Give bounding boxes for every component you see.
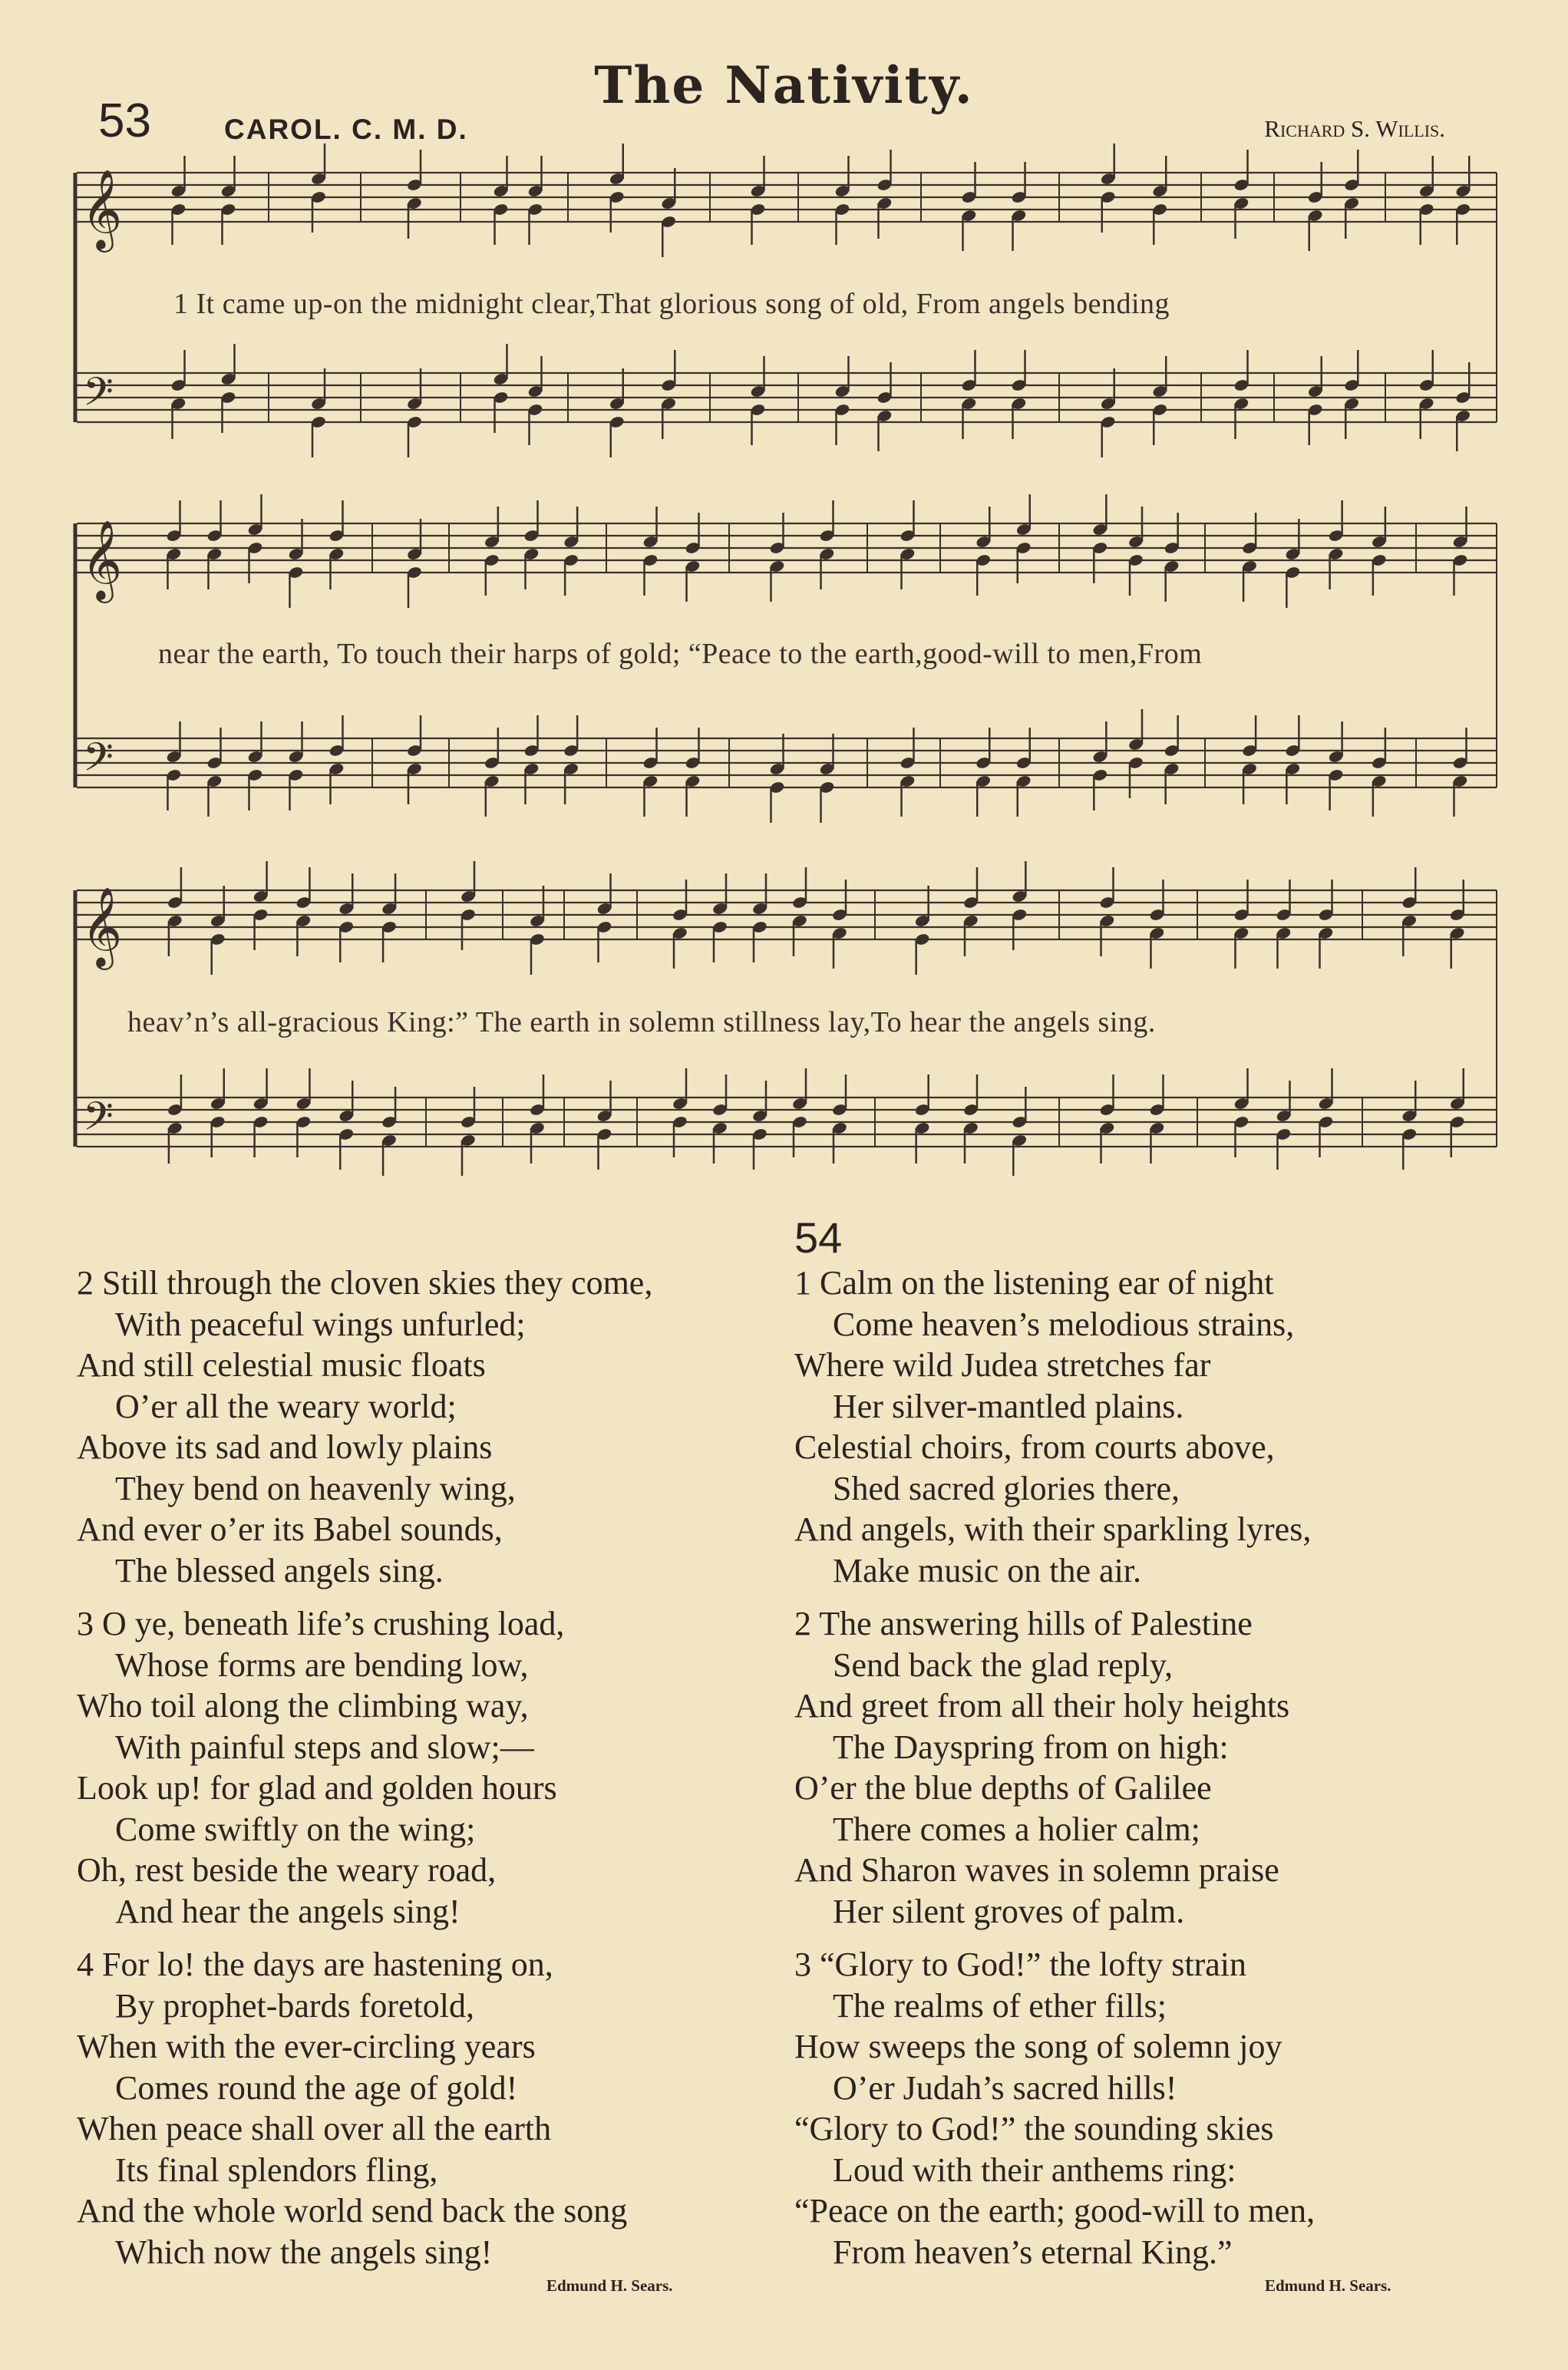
stanza-line: O’er Judah’s sacred hills! xyxy=(833,2068,1177,2107)
stanza-line: Where wild Judea stretches far xyxy=(794,1346,1211,1384)
hymn54-stanza-1 xyxy=(794,1263,1311,1591)
stanza-line: Send back the glad reply, xyxy=(833,1645,1174,1684)
lyric-line-2: near the earth, To touch their harps of gold; “Peace to the earth,good-will to men,From xyxy=(158,638,1203,670)
stanza-line: 4 For lo! the days are hastening on, xyxy=(77,1946,553,1983)
stanza-line: 2 Still through the cloven skies they come, xyxy=(77,1264,653,1302)
stanza-line: Her silver-mantled plains. xyxy=(833,1387,1184,1425)
stanza-line: O’er the blue depths of Galilee xyxy=(794,1769,1212,1807)
stanza-line: 2 The answering hills of Palestine xyxy=(794,1605,1253,1642)
stanza-line: Oh, rest beside the weary road, xyxy=(77,1851,497,1889)
author-credit-53: Edmund H. Sears. xyxy=(546,2276,673,2295)
stanza-line: The realms of ether fills; xyxy=(833,1986,1167,2025)
stanza-line: And still celestial music floats xyxy=(77,1346,486,1384)
stanza-line: Her silent groves of palm. xyxy=(833,1892,1185,1930)
page-title: The Nativity. xyxy=(594,55,974,115)
stanza-line: Whose forms are bending low, xyxy=(115,1645,529,1684)
stanza-line: They bend on heavenly wing, xyxy=(115,1469,516,1507)
stanza-line: “Peace on the earth; good-will to men, xyxy=(794,2192,1315,2230)
stanza-line: O’er all the weary world; xyxy=(115,1387,457,1425)
stanza-line: And angels, with their sparkling lyres, xyxy=(794,1510,1312,1548)
svg-text:𝄞: 𝄞 xyxy=(81,886,123,967)
stanza-line: The blessed angels sing. xyxy=(115,1551,444,1589)
stanza-line: Shed sacred glories there, xyxy=(833,1469,1180,1507)
stanza-line: Celestial choirs, from courts above, xyxy=(794,1428,1275,1466)
stanza-line: There comes a holier calm; xyxy=(833,1810,1200,1848)
stanza-line: And the whole world send back the song xyxy=(77,2192,628,2230)
tune-name: CAROL. C. M. D. xyxy=(224,114,468,145)
svg-text:𝄢: 𝄢 xyxy=(83,1093,114,1149)
stanza-line: 3 O ye, beneath life’s crushing load, xyxy=(77,1605,565,1642)
stanza-line: By prophet-bards foretold, xyxy=(115,1986,474,2025)
lyric-line-1: 1 It came up-on the midnight clear,That glorious song of old, From angels bending xyxy=(173,288,1170,320)
stanza-line: 1 Calm on the listening ear of night xyxy=(794,1264,1274,1302)
hymn54-stanza-2 xyxy=(794,1603,1289,1932)
author-credit-54: Edmund H. Sears. xyxy=(1265,2276,1391,2295)
stanza-line: When peace shall over all the earth xyxy=(77,2110,552,2147)
svg-text:𝄞: 𝄞 xyxy=(81,520,123,600)
svg-text:𝄢: 𝄢 xyxy=(83,368,114,424)
stanza-line: With painful steps and slow;— xyxy=(115,1728,534,1766)
stanza-line: Make music on the air. xyxy=(833,1551,1142,1589)
stanza-line: Who toil along the climbing way, xyxy=(77,1687,529,1725)
stanza-line: Its final splendors fling, xyxy=(115,2150,438,2189)
stanza-line: The Dayspring from on high: xyxy=(833,1728,1229,1766)
stanza-line: When with the ever-circling years xyxy=(77,2028,536,2065)
hymn53-stanza-3 xyxy=(77,1603,564,1932)
stanza-line: Comes round the age of gold! xyxy=(115,2068,518,2107)
stanza-line: And ever o’er its Babel sounds, xyxy=(77,1510,503,1548)
stanza-line: Which now the angels sing! xyxy=(115,2233,493,2271)
stanza-line: And Sharon waves in solemn praise xyxy=(794,1851,1279,1889)
lyric-line-3: heav’n’s all-gracious King:” The earth in solemn stillness lay,To hear the angels sing. xyxy=(127,1006,1156,1038)
hymn53-stanza-4 xyxy=(77,1944,627,2273)
stanza-line: “Glory to God!” the sounding skies xyxy=(794,2110,1274,2147)
stanza-line: From heaven’s eternal King.” xyxy=(833,2233,1233,2271)
svg-text:𝄞: 𝄞 xyxy=(81,169,123,249)
hymn-number-54: 54 xyxy=(794,1213,843,1262)
svg-text:𝄢: 𝄢 xyxy=(83,734,114,790)
stanza-line: Come heaven’s melodious strains, xyxy=(833,1305,1295,1343)
stanza-line: Come swiftly on the wing; xyxy=(115,1810,476,1848)
stanza-line: And hear the angels sing! xyxy=(115,1892,460,1930)
hymn53-stanza-2 xyxy=(77,1263,652,1591)
stanza-line: And greet from all their holy heights xyxy=(794,1687,1290,1725)
stanza-line: Loud with their anthems ring: xyxy=(833,2150,1236,2189)
stanza-line: With peaceful wings unfurled; xyxy=(115,1305,526,1343)
hymn-number-53: 53 xyxy=(98,94,151,147)
stanza-line: Above its sad and lowly plains xyxy=(77,1428,493,1466)
stanza-line: How sweeps the song of solemn joy xyxy=(794,2028,1282,2065)
composer: Richard S. Willis. xyxy=(1264,115,1445,142)
stanza-line: Look up! for glad and golden hours xyxy=(77,1769,557,1807)
hymn54-stanza-3 xyxy=(794,1944,1315,2273)
stanza-line: 3 “Glory to God!” the lofty strain xyxy=(794,1946,1246,1983)
